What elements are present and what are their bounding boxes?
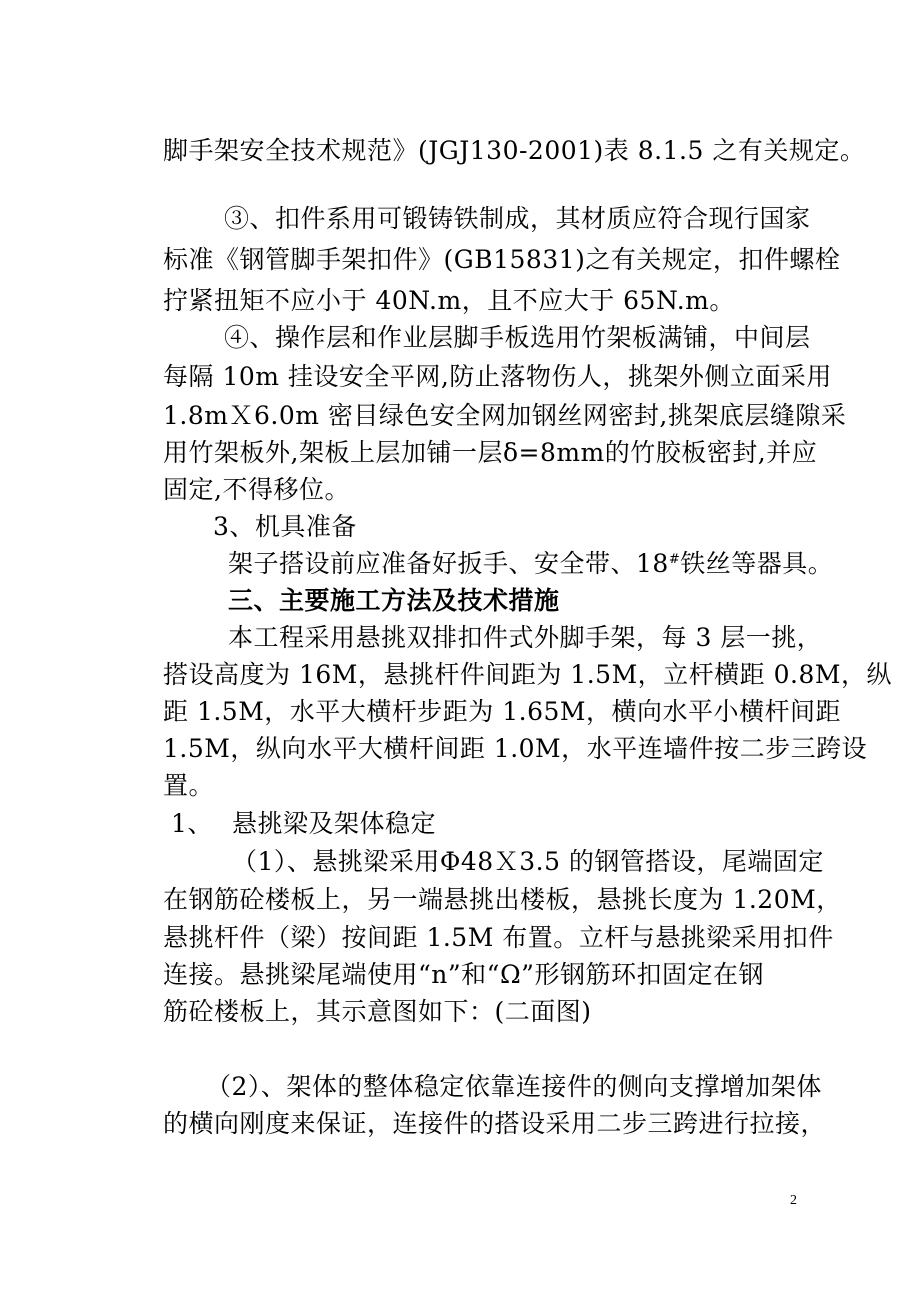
- text-line: ④、操作层和作业层脚手板选用竹架板满铺，中间层: [224, 323, 811, 352]
- text-line: 标准《钢管脚手架扣件》(GB15831)之有关规定，扣件螺栓: [163, 245, 841, 274]
- text-line: 本工程采用悬挑双排扣件式外脚手架，每 3 层一挑，: [228, 623, 823, 652]
- text-line: 固定,不得移位。: [163, 475, 350, 504]
- text-line: 在钢筋砼楼板上，另一端悬挑出楼板，悬挑长度为 1.20M，: [163, 885, 842, 914]
- text-line: 架子搭设前应准备好扳手、安全带、18#铁丝等器具。: [228, 549, 834, 578]
- text-line: 脚手架安全技术规范》(JGJ130-2001)表 8.1.5 之有关规定。: [163, 136, 866, 165]
- text-line: 1.8mＸ6.0m 密目绿色安全网加钢丝网密封,挑架底层缝隙采: [163, 401, 847, 430]
- text-line: 的横向刚度来保证，连接件的搭设采用二步三跨进行拉接，: [163, 1109, 827, 1138]
- text-line: 筋砼楼板上，其示意图如下：(二面图): [163, 997, 592, 1026]
- text-line: 每隔 10m 挂设安全平网,防止落物伤人，挑架外侧立面采用: [163, 362, 832, 391]
- text-line: （1）、悬挑梁采用Φ48Ｘ3.5 的钢管搭设，尾端固定: [232, 847, 824, 876]
- text-line: 拧紧扭矩不应小于 40N.m，且不应大于 65N.m。: [163, 286, 735, 315]
- section-title: 三、主要施工方法及技术措施: [228, 586, 560, 615]
- text-line: 悬挑杆件（梁）按间距 1.5M 布置。立杆与悬挑梁采用扣件: [163, 923, 834, 952]
- text-line: （2）、架体的整体稳定依靠连接件的侧向支撑增加架体: [206, 1072, 822, 1101]
- text-line: 置。: [163, 771, 215, 800]
- text-line: 距 1.5M，水平大横杆步距为 1.65M，横向水平小横杆间距: [163, 697, 842, 726]
- text-line: 搭设高度为 16M，悬挑杆件间距为 1.5M，立杆横距 0.8M，纵: [163, 660, 892, 689]
- text-line: 连接。悬挑梁尾端使用“n”和“Ω”形钢筋环扣固定在钢: [163, 960, 764, 989]
- subsection-heading: 悬挑梁及架体稳定: [232, 809, 437, 838]
- section-heading: 3、机具准备: [213, 512, 357, 541]
- text-line: 用竹架板外,架板上层加铺一层δ=8mm的竹胶板密封,并应: [163, 438, 818, 467]
- item-number: 1、: [171, 809, 213, 838]
- text-line: 1.5M，纵向水平大横杆间距 1.0M，水平连墙件按二步三跨设: [163, 734, 868, 763]
- text-line: ③、扣件系用可锻铸铁制成，其材质应符合现行国家: [224, 204, 811, 233]
- page-number: 2: [790, 1193, 797, 1208]
- superscript-mark: #: [668, 552, 681, 567]
